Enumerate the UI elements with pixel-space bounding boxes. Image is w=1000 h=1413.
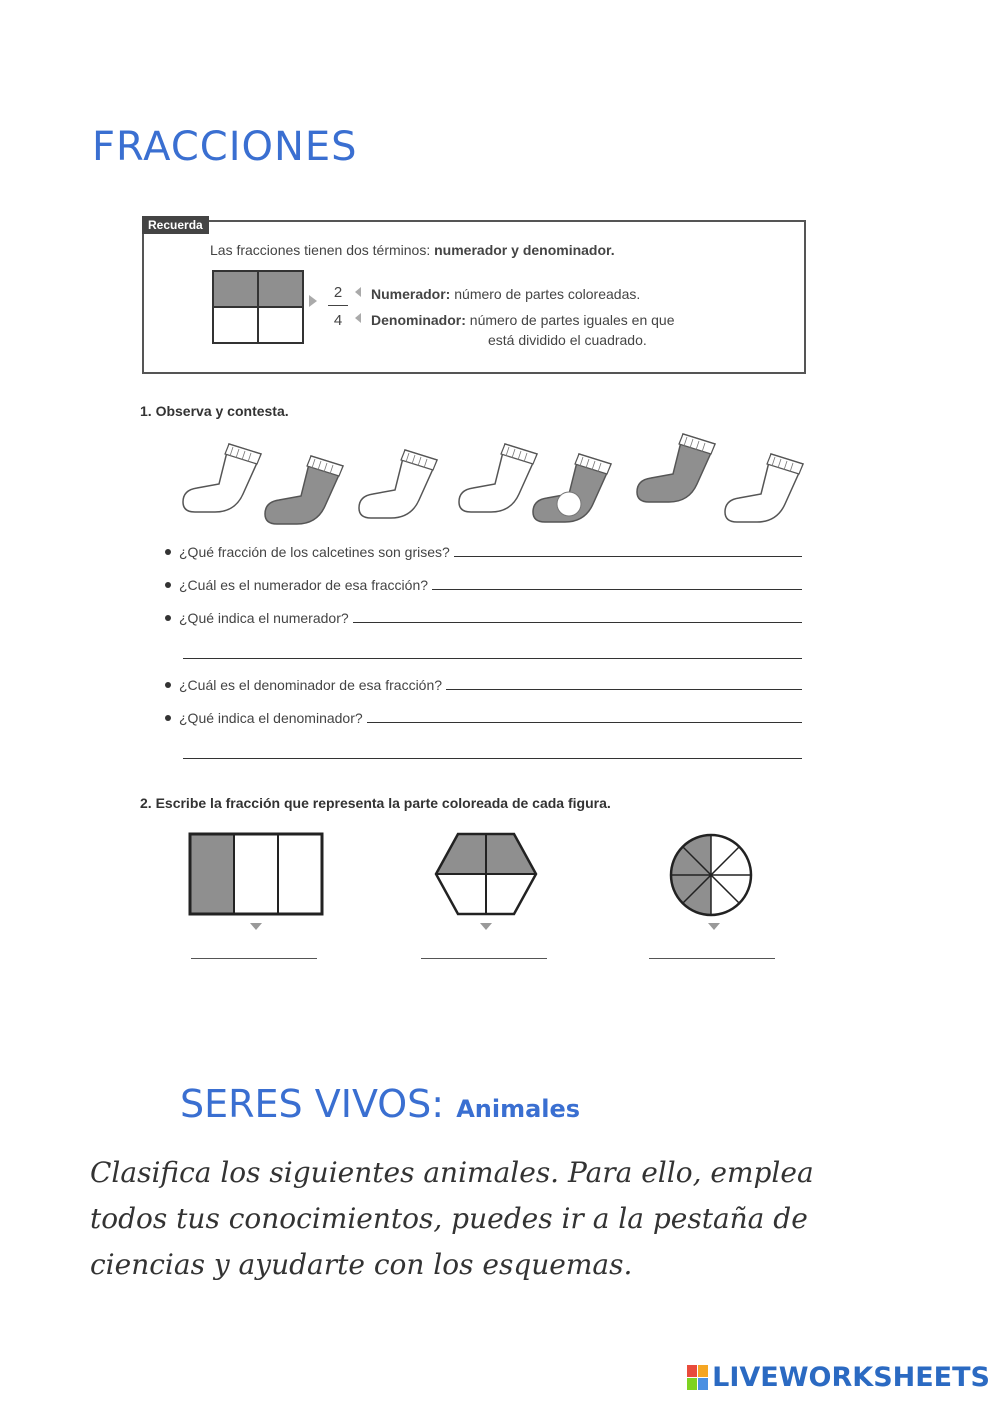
bullet-icon [165,715,171,721]
sock-white [459,444,537,512]
answer-input[interactable] [191,958,317,959]
instruction-line: Clasifica los siguientes animales. Para ello, emplea [90,1156,814,1189]
numerador-label: Numerador: [371,286,451,302]
instruction-line: todos tus conocimientos, puedes ir a la pestaña de [90,1202,808,1235]
numerador-definition [371,286,640,302]
answer-input[interactable] [649,958,775,959]
answer-input[interactable] [353,622,802,623]
logo-text: LIVEWORKSHEETS [712,1362,990,1393]
question-text: ¿Qué fracción de los calcetines son grises? [179,544,450,560]
fraction-numerator: 2 [333,284,343,301]
bullet-icon [165,615,171,621]
recuerda-intro [210,242,615,258]
bullet-icon [165,549,171,555]
question-row [165,677,802,693]
sock-white [183,444,261,512]
sock-gray [533,454,611,522]
sock-gray [637,434,715,502]
question-text: ¿Qué indica el numerador? [179,610,349,626]
answer-input[interactable] [421,958,547,959]
fraction-denominator: 4 [333,312,343,329]
question-row [165,610,802,626]
denominador-desc-2: está dividido el cuadrado. [488,332,647,348]
square-fraction-figure [212,270,304,344]
question-text: ¿Cuál es el denominador de esa fracción? [179,677,443,693]
instructions [90,1150,910,1288]
fraction-bar [328,305,348,306]
arrow-left-icon [354,312,362,324]
answer-input[interactable] [432,589,802,590]
arrow-down-icon [480,923,492,930]
question-row [165,577,802,593]
bullet-icon [165,682,171,688]
recuerda-intro-bold: numerador y denominador. [434,242,615,258]
rectangle-figure [188,832,324,916]
denominador-definition [371,312,674,328]
question-row [165,544,802,560]
arrow-left-icon [354,286,362,298]
denominador-desc: número de partes iguales en que [465,312,675,328]
liveworksheets-logo [687,1362,990,1393]
question-text: ¿Qué indica el denominador? [179,710,363,726]
arrow-right-icon [308,294,318,308]
section-title-main: SERES VIVOS: [180,1082,457,1126]
arrow-down-icon [708,923,720,930]
question-1-title [140,403,289,419]
question-row [165,710,802,726]
sock-gray [265,456,343,524]
sock-white [359,450,437,518]
question-1-text: Observa y contesta. [155,403,289,419]
arrow-down-icon [250,923,262,930]
hexagon-figure [434,832,538,916]
answer-input[interactable] [183,658,802,659]
question-text: ¿Cuál es el numerador de esa fracción? [179,577,429,593]
recuerda-intro-text: Las fracciones tienen dos términos: [210,242,435,258]
answer-input[interactable] [446,689,802,690]
instruction-line: ciencias y ayudarte con los esquemas. [90,1248,633,1281]
question-2-number: 2. [140,795,152,811]
page-title: FRACCIONES [92,124,358,170]
logo-icon [687,1365,709,1391]
answer-input[interactable] [367,722,802,723]
denominador-label: Denominador: [371,312,466,328]
answer-input[interactable] [183,758,802,759]
question-2-title [140,795,611,811]
section-title [180,1082,580,1126]
numerador-desc: número de partes coloreadas. [450,286,641,302]
socks-illustration [175,428,815,528]
question-1-number: 1. [140,403,152,419]
recuerda-tab: Recuerda [142,216,209,234]
circle-figure [668,832,754,918]
sock-white [725,454,803,522]
answer-input[interactable] [454,556,802,557]
section-title-sub: Animales [456,1095,581,1123]
question-2-text: Escribe la fracción que representa la parte coloreada de cada figura. [155,795,611,811]
bullet-icon [165,582,171,588]
